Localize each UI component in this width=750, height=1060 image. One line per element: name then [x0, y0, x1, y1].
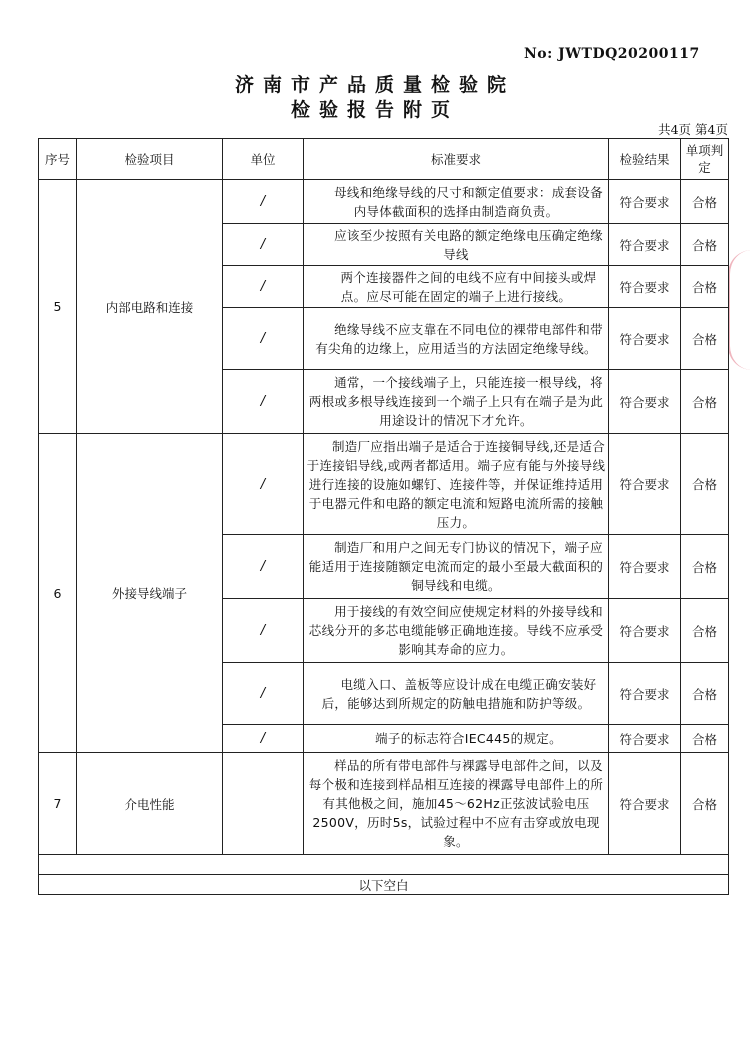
- seq-cell: 7: [39, 753, 77, 855]
- requirement-cell: [304, 370, 609, 434]
- requirement-text: 用于接线的有效空间应使规定材料的外接导线和芯线分开的多芯电缆能够正确地连接。导线不应承受影响其寿命的应力。: [308, 604, 604, 657]
- judgement-cell: 合格: [681, 370, 729, 434]
- page-info: 共4页 第4页: [658, 122, 728, 137]
- requirement-cell: [304, 266, 609, 308]
- report-subtitle: 检验报告附页: [290, 99, 459, 121]
- report-number: No: JWTDQ20200117: [524, 46, 700, 62]
- requirement-cell: [304, 180, 609, 224]
- item-cell: 外接导线端子: [77, 434, 223, 753]
- unit-cell: /: [223, 180, 304, 224]
- inspection-table: [38, 138, 729, 895]
- institute-title: 济南市产品质量检验院: [234, 74, 515, 96]
- judgement-cell: 合格: [681, 180, 729, 224]
- result-cell: 符合要求: [609, 180, 681, 224]
- header-requirement: 标准要求: [304, 139, 609, 180]
- requirement-cell: [304, 753, 609, 855]
- unit-cell: [223, 753, 304, 855]
- unit-cell: /: [223, 663, 304, 725]
- result-cell: 符合要求: [609, 434, 681, 535]
- blank-below-note: 以下空白: [39, 875, 729, 895]
- judgement-cell: 合格: [681, 266, 729, 308]
- unit-cell: /: [223, 370, 304, 434]
- unit-cell: /: [223, 434, 304, 535]
- result-cell: 符合要求: [609, 370, 681, 434]
- result-cell: 符合要求: [609, 308, 681, 370]
- header-seq: 序号: [39, 139, 77, 180]
- blank-cell: [39, 855, 729, 875]
- requirement-text: 端子的标志符合IEC445的规定。: [375, 731, 562, 746]
- header-unit: 单位: [223, 139, 304, 180]
- result-cell: 符合要求: [609, 266, 681, 308]
- table-row: [39, 753, 729, 855]
- item-cell: 内部电路和连接: [77, 180, 223, 434]
- header-judgement: 单项判定: [681, 139, 729, 180]
- result-cell: 符合要求: [609, 663, 681, 725]
- requirement-text: 制造厂应指出端子是适合于连接铜导线,还是适合于连接铝导线,或两者都适用。端子应有能与外接导线进行连接的设施如螺钉、连接件等，并保证维持适用于电器元件和电路的额定电流和短路电流所需的接触压力。: [306, 438, 606, 530]
- requirement-text: 制造厂和用户之间无专门协议的情况下，端子应能适用于连接随额定电流而定的最小至最大截面积的铜导线和电缆。: [308, 540, 604, 593]
- unit-cell: /: [223, 224, 304, 266]
- header-item: 检验项目: [77, 139, 223, 180]
- judgement-cell: 合格: [681, 599, 729, 663]
- judgement-cell: 合格: [681, 224, 729, 266]
- requirement-cell: [304, 599, 609, 663]
- requirement-text: 通常，一个接线端子上，只能连接一根导线，将两根或多根导线连接到一个端子上只有在端子是为此用途设计的情况下才允许。: [308, 375, 604, 428]
- requirement-cell: [304, 535, 609, 599]
- requirement-text: 样品的所有带电部件与裸露导电部件之间，以及每个极和连接到样品相互连接的裸露导电部件上的所有其他极之间，施加45～62Hz正弦波试验电压2500V，历时5s，试验过程中不应有击穿或放电现象。: [308, 758, 604, 849]
- judgement-cell: 合格: [681, 753, 729, 855]
- requirement-cell: [304, 434, 609, 535]
- requirement-text: 两个连接器件之间的电线不应有中间接头或焊点。应尽可能在固定的端子上进行接线。: [340, 269, 597, 304]
- judgement-cell: 合格: [681, 535, 729, 599]
- requirement-cell: [304, 663, 609, 725]
- result-cell: 符合要求: [609, 224, 681, 266]
- result-cell: 符合要求: [609, 599, 681, 663]
- item-cell: 介电性能: [77, 753, 223, 855]
- unit-cell: /: [223, 535, 304, 599]
- result-cell: 符合要求: [609, 535, 681, 599]
- table-row: [39, 434, 729, 535]
- result-cell: 符合要求: [609, 725, 681, 753]
- requirement-cell: [304, 725, 609, 753]
- seal-stamp-fragment: [728, 250, 750, 370]
- table-header-row: [39, 139, 729, 180]
- header-result: 检验结果: [609, 139, 681, 180]
- requirement-text: 母线和绝缘导线的尺寸和额定值要求：成套设备内导体截面积的选择由制造商负责。: [334, 184, 603, 219]
- requirement-text: 电缆入口、盖板等应设计成在电缆正确安装好后，能够达到所规定的防触电措施和防护等级。: [321, 676, 597, 711]
- blank-row: [39, 855, 729, 875]
- requirement-cell: [304, 308, 609, 370]
- unit-cell: /: [223, 599, 304, 663]
- judgement-cell: 合格: [681, 308, 729, 370]
- result-cell: 符合要求: [609, 753, 681, 855]
- judgement-cell: 合格: [681, 434, 729, 535]
- requirement-cell: [304, 224, 609, 266]
- seq-cell: 5: [39, 180, 77, 434]
- unit-cell: /: [223, 725, 304, 753]
- judgement-cell: 合格: [681, 663, 729, 725]
- unit-cell: /: [223, 266, 304, 308]
- requirement-text: 应该至少按照有关电路的额定绝缘电压确定绝缘导线: [334, 227, 603, 262]
- judgement-cell: 合格: [681, 725, 729, 753]
- table-row: [39, 180, 729, 224]
- seq-cell: 6: [39, 434, 77, 753]
- unit-cell: /: [223, 308, 304, 370]
- footer-row: [39, 875, 729, 895]
- requirement-text: 绝缘导线不应支靠在不同电位的裸带电部件和带有尖角的边缘上，应用适当的方法固定绝缘导线。: [315, 321, 603, 356]
